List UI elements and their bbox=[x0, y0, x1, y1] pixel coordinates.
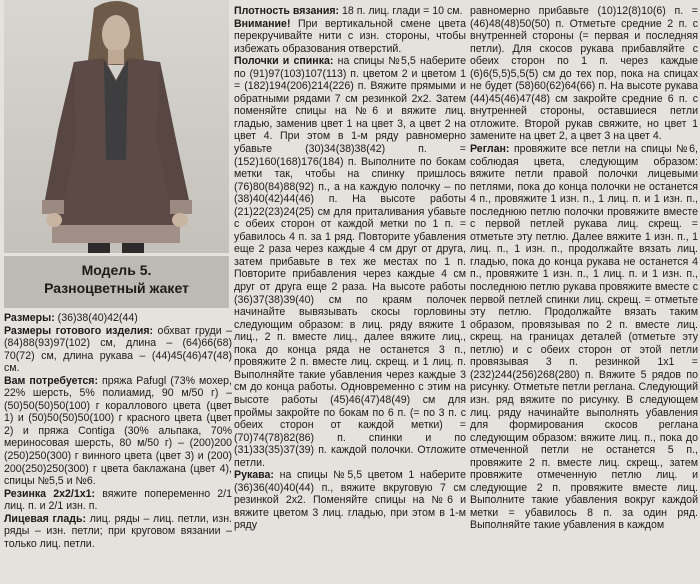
text: (36)38(40)42(44) bbox=[54, 312, 138, 324]
paragraph-sleeves-cont bbox=[470, 5, 698, 143]
paragraph-fronts-back bbox=[234, 55, 466, 469]
paragraph-sizes bbox=[4, 312, 232, 325]
paragraph-materials bbox=[4, 375, 232, 488]
model-caption bbox=[4, 256, 229, 308]
model-photo bbox=[4, 0, 229, 253]
paragraph-stockinette bbox=[4, 513, 232, 551]
text: пряжа Pafugl (73% мохер, 22% шерсть, 5% полиамид, 90 м/50 г) – (50)50(50)50(100) г кораллового цвета (цвет 1) и (50)50(50)50(100) г красного цвета (цвет 2) и пряжа Contiga (30% альпака, 70% мериносовая шерсть, 80 м/50 г) – (200)200 (250)250(300) г винного цвета (цвет 3) и (200) 200(250)250(300) г цвета баклажана (цвет 4), спицы №5,5 и №6. bbox=[4, 374, 232, 488]
heading: Вам потребуется: bbox=[4, 374, 98, 387]
model-title: Разноцветный жакет bbox=[44, 280, 189, 296]
paragraph-sleeves bbox=[234, 469, 466, 532]
heading: Внимание! bbox=[234, 17, 291, 30]
heading: Плотность вязания: bbox=[234, 5, 340, 17]
paragraph-gauge bbox=[234, 5, 466, 18]
text: обхват груди – (84)88(93)97(102) см, длина – (64)66(68) 70(72) см, длина рукава – (44)45(46)47(48) см. bbox=[4, 324, 232, 375]
paragraph-attention bbox=[234, 18, 466, 56]
heading: Полочки и спинка: bbox=[234, 55, 334, 68]
text: на спицы №5,5 наберите по (91)97(103)107(113) п. цветом 2 и цветом 1 = (182)194(206)214(226) п. Вяжите прямыми и обратными рядами 7 см резинкой 2х2. Затем поменяйте спицы на №6 и вяжите лиц. гладью, заменив цвет 1 на цвет 3, а цвет 2 на цвет 4. При этом в 1-м ряду равномерно убавьте (30)34(38)38(42) п. = (152)160(168)176(184) п. Выполните по бокам метки так, чтобы на спинку пришлось (76)80(84)88(92) п., а на каждую полочку – по (38)40(42)44(46) п. На высоте работы (21)22(23)24(25) см для приталивания убавьте с обеих сторон от каждой метки по 1 п. = убавилось 4 п. за 1 ряд. Повторите убавления еще 2 раза через каждые 4 см друг от друга, затем прибавьте в тех же местах по 1 п. Повторите прибавления через каждые 4 см друг от друга еще 2 раза. На высоте работы (36)37(38)39(40) см по краям полочек начинайте вывязывать скосы горловины следующим образом: в лиц. ряду вяжите 1 лиц., 2 п. вместе лиц., далее вяжите лиц., пока до конца ряда не останется 3 п., провяжите 2 п. вместе лиц. скрещ. и 1 лиц. п. Выполняйте такие убавления через каждые 3 см до конца работы. Одновременно с этим на высоте работы (45)46(47)48(49) см для проймы закройте по бокам по 6 п. (= по 3 п. с обеих сторон от каждой метки) = (70)74(78)82(86) п. спинки и по (31)33(35)37(39) п. каждой полочки. Отложите петли. bbox=[234, 55, 466, 469]
model-number: Модель 5. bbox=[81, 262, 152, 278]
text: на спицы №5,5 цветом 1 наберите (36)36(40)40(44) п., вяжите вкруговую 7 см резинкой 2х2. Поменяйте спицы на №6 и вяжите цветом 3 лиц. гладью, при этом в 1-м ряду bbox=[234, 469, 466, 532]
text: провяжите все петли на спицы №6, соблюдая цвета, следующим образом: вяжите петли правой полочки лицевыми петлями, пока до конца полочки не останется 4 п., провяжите 1 изн. п., 1 лиц. п. и 1 изн. п., последнюю петлю полочки провяжите вместе с первой петлей рукава лиц. скрещ. = отметьте эту петлю. Далее вяжите 1 изн. п., 1 лиц. п., 1 изн. п., продолжайте вязать лиц. гладью, пока до конца рукава не останется 4 п., провяжите 1 изн. п., 1 лиц. п. и 1 изн. п., последнюю петлю рукава провяжите вместе с первой петлей спинки лиц. скрещ. = отметьте эту петлю. Продолжайте вязать таким образом, провязывая по 2 п. вместе лиц. скрещ. на границах деталей (отметьте эту петлю) и с обеих сторон от этой петли провязывая 3 п. резинкой 1х1 = (232)244(256)268(280) п. Вяжите 5 рядов по рисунку. Отметьте петли реглана. Следующий изн. ряд вяжите по рисунку. В следующем лиц. ряду начинайте выполнять убавления для формирования скосов реглана следующим образом: вяжите лиц. п., пока до отмеченной петли не останется 5 п., провяжите 2 п. вместе лиц. скрещ., затем провяжите отмеченную петлю лиц. и следующие 2 п. провяжите вместе лиц. Выполните такие убавления вокруг каждой метки = убавилось 8 п. за один ряд. Выполняйте такие убавления в каждом bbox=[470, 143, 698, 532]
paragraph-rib bbox=[4, 488, 232, 513]
paragraph-raglan bbox=[470, 143, 698, 532]
text: вяжите попеременно 2/1 лиц. п. и 2/1 изн. п. bbox=[4, 487, 232, 513]
paragraph-finished-sizes bbox=[4, 325, 232, 375]
text: лиц. ряды – лиц. петли, изн. ряды – изн. петли; при круговом вязании – только лиц. петли. bbox=[4, 512, 232, 550]
column-1 bbox=[4, 312, 232, 584]
column-2 bbox=[234, 5, 466, 584]
heading: Реглан: bbox=[470, 143, 510, 156]
column-3 bbox=[470, 5, 698, 584]
text: При вертикальной смене цвета перекручивайте нити с изн. стороны, чтобы избежать образования отверстий. bbox=[234, 17, 466, 55]
text: 18 п. лиц. глади = 10 см. bbox=[339, 5, 463, 17]
heading: Размеры готового изделия: bbox=[4, 324, 154, 337]
model-photo-image bbox=[4, 0, 229, 253]
heading: Рукава: bbox=[234, 469, 274, 482]
text: равномерно прибавьте (10)12(8)10(6) п. = (46)48(48)50(50) п. Отметьте средние 2 п. с внутренней стороны (= первая и последняя петли). Для скосов рукава прибавляйте с обеих сторон по 1 п. через каждые (6)6(5,5)5,5(5) см до тех пор, пока на спицах не будет (58)60(62)64(66) п. На высоте рукава (44)45(46)47(48) см закройте средние 6 п. с внутренней стороны, оставшиеся петли отложите. Второй рукав свяжите, но цвет 1 замените на цвет 2, а цвет 3 на цвет 4. bbox=[470, 5, 698, 143]
heading: Резинка 2х2/1х1: bbox=[4, 487, 96, 500]
heading: Размеры: bbox=[4, 312, 55, 324]
heading: Лицевая гладь: bbox=[4, 512, 87, 525]
